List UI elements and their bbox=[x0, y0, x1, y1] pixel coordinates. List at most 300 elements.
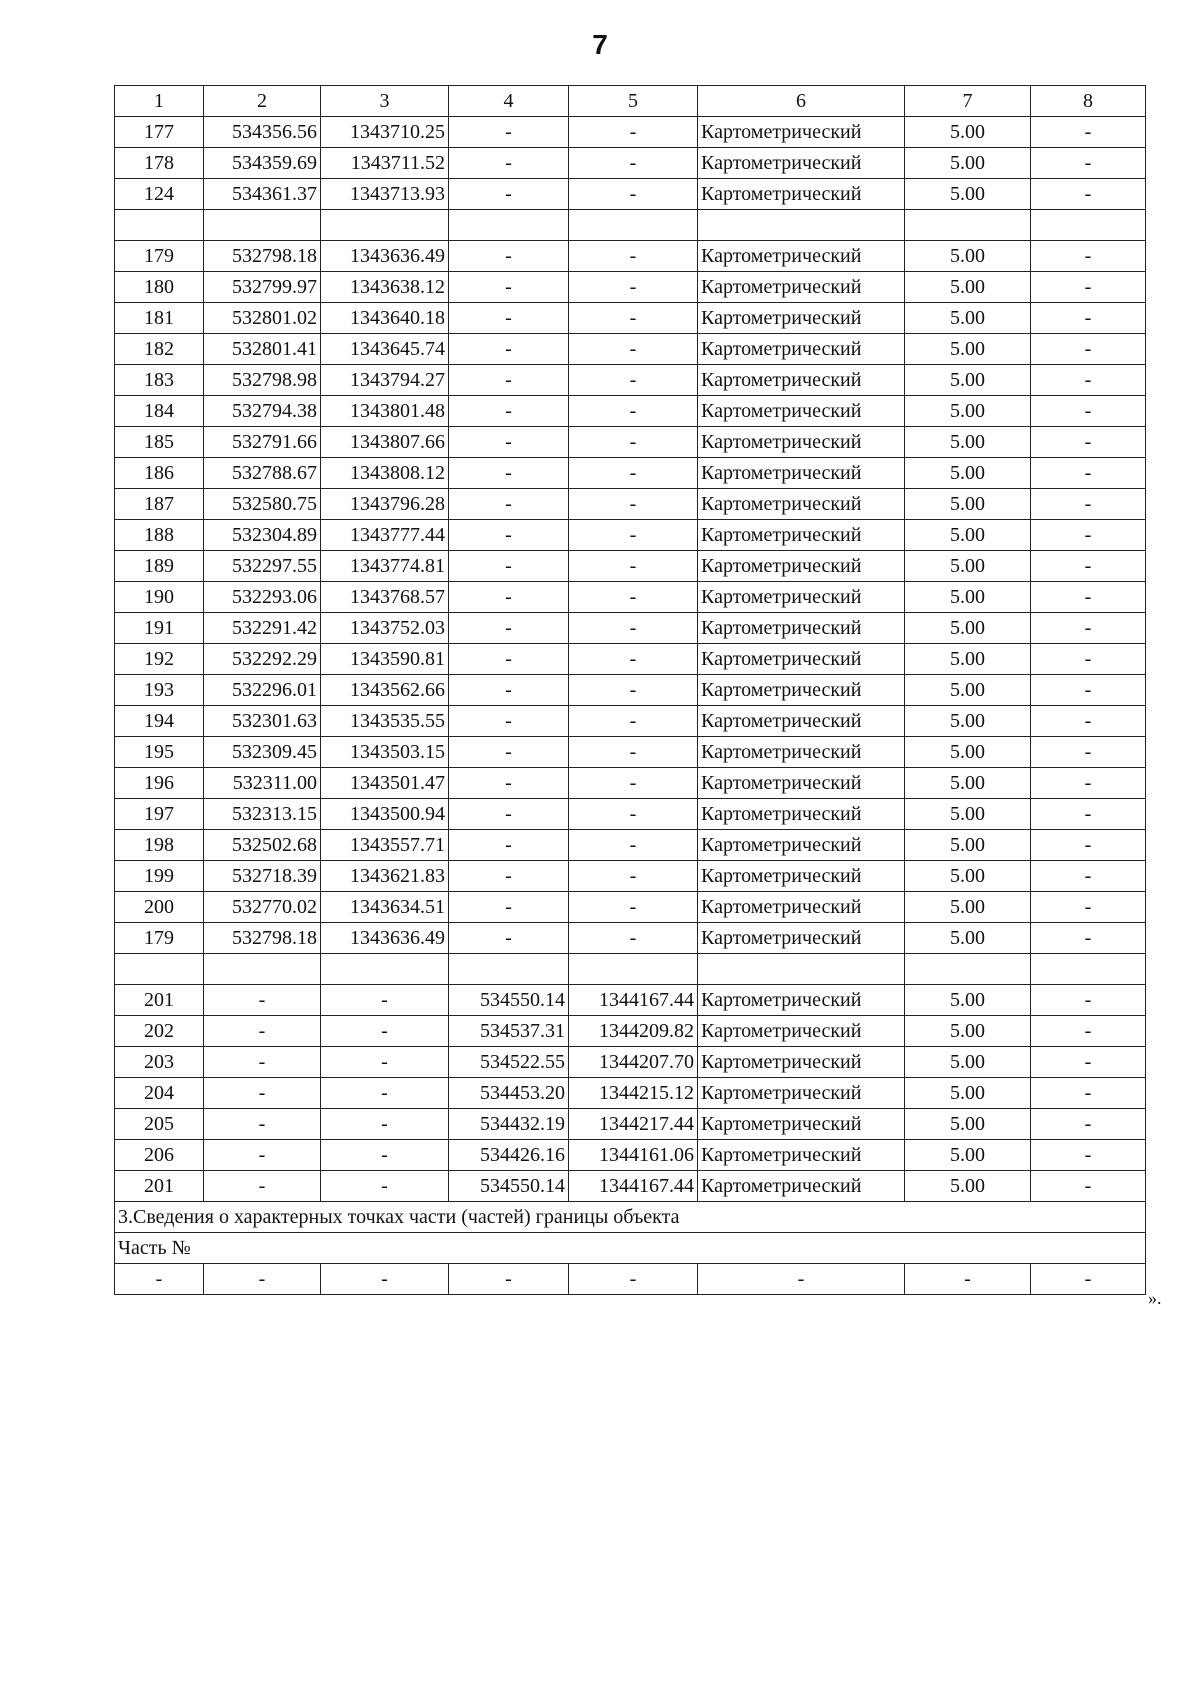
x-new-cell: 534432.19 bbox=[449, 1109, 569, 1140]
x-existing-cell: 532502.68 bbox=[204, 830, 321, 861]
method-cell: Картометрический bbox=[698, 923, 905, 954]
accuracy-cell: 5.00 bbox=[905, 1047, 1031, 1078]
y-existing-cell: 1343801.48 bbox=[321, 396, 449, 427]
x-existing-cell: 534356.56 bbox=[204, 117, 321, 148]
accuracy-cell: 5.00 bbox=[905, 241, 1031, 272]
point-number-cell: 186 bbox=[115, 458, 204, 489]
description-cell: - bbox=[1031, 830, 1146, 861]
point-number-cell: 124 bbox=[115, 179, 204, 210]
point-number-cell bbox=[115, 210, 204, 241]
x-new-cell: - bbox=[449, 582, 569, 613]
accuracy-cell: 5.00 bbox=[905, 768, 1031, 799]
description-cell: - bbox=[1031, 334, 1146, 365]
x-new-cell: - bbox=[449, 179, 569, 210]
y-new-cell: - bbox=[569, 117, 698, 148]
table-row bbox=[115, 861, 1146, 892]
accuracy-cell: 5.00 bbox=[905, 303, 1031, 334]
x-existing-cell: 532801.41 bbox=[204, 334, 321, 365]
table-row bbox=[115, 923, 1146, 954]
method-cell: Картометрический bbox=[698, 272, 905, 303]
y-existing-cell: 1343557.71 bbox=[321, 830, 449, 861]
x-existing-cell: - bbox=[204, 1047, 321, 1078]
x-new-cell: - bbox=[449, 830, 569, 861]
y-new-cell: - bbox=[569, 613, 698, 644]
accuracy-cell: 5.00 bbox=[905, 117, 1031, 148]
y-new-cell: - bbox=[569, 644, 698, 675]
description-cell: - bbox=[1031, 179, 1146, 210]
method-cell: Картометрический bbox=[698, 520, 905, 551]
point-number-cell: 181 bbox=[115, 303, 204, 334]
table-row bbox=[115, 179, 1146, 210]
description-cell: - bbox=[1031, 1078, 1146, 1109]
x-new-cell: - bbox=[449, 334, 569, 365]
table-row bbox=[115, 768, 1146, 799]
y-new-cell: - bbox=[569, 458, 698, 489]
accuracy-cell: 5.00 bbox=[905, 1171, 1031, 1202]
y-existing-cell: 1343768.57 bbox=[321, 582, 449, 613]
part-label: Часть № bbox=[115, 1233, 1146, 1264]
method-cell: Картометрический bbox=[698, 179, 905, 210]
table-row bbox=[115, 458, 1146, 489]
y-new-cell: - bbox=[569, 241, 698, 272]
y-existing-cell: 1343590.81 bbox=[321, 644, 449, 675]
table-row bbox=[115, 210, 1146, 241]
method-cell: Картометрический bbox=[698, 148, 905, 179]
table-row bbox=[115, 1140, 1146, 1171]
description-cell: - bbox=[1031, 799, 1146, 830]
point-number-cell: 193 bbox=[115, 675, 204, 706]
y-existing-cell: 1343636.49 bbox=[321, 923, 449, 954]
y-new-cell: - bbox=[569, 272, 698, 303]
y-new-cell: - bbox=[569, 799, 698, 830]
table-row bbox=[115, 489, 1146, 520]
point-number-cell: 191 bbox=[115, 613, 204, 644]
y-new-cell: - bbox=[569, 675, 698, 706]
x-existing-cell: 532293.06 bbox=[204, 582, 321, 613]
table-row bbox=[115, 1171, 1146, 1202]
x-existing-cell: 532718.39 bbox=[204, 861, 321, 892]
y-new-cell: - bbox=[569, 830, 698, 861]
y-new-cell: 1344207.70 bbox=[569, 1047, 698, 1078]
y-new-cell: - bbox=[569, 520, 698, 551]
method-cell: Картометрический bbox=[698, 613, 905, 644]
accuracy-cell: 5.00 bbox=[905, 737, 1031, 768]
x-new-cell: - bbox=[449, 706, 569, 737]
method-cell: Картометрический bbox=[698, 365, 905, 396]
point-number-cell: 199 bbox=[115, 861, 204, 892]
point-number-cell: 179 bbox=[115, 241, 204, 272]
y-existing-cell: 1343713.93 bbox=[321, 179, 449, 210]
accuracy-cell: 5.00 bbox=[905, 489, 1031, 520]
x-existing-cell: 534359.69 bbox=[204, 148, 321, 179]
y-existing-cell: 1343711.52 bbox=[321, 148, 449, 179]
method-cell: Картометрический bbox=[698, 458, 905, 489]
x-new-cell: - bbox=[449, 489, 569, 520]
point-number-cell: 184 bbox=[115, 396, 204, 427]
x-new-cell: - bbox=[449, 272, 569, 303]
y-new-cell: 1344209.82 bbox=[569, 1016, 698, 1047]
y-existing-cell: 1343638.12 bbox=[321, 272, 449, 303]
y-existing-cell: 1343640.18 bbox=[321, 303, 449, 334]
accuracy-cell: 5.00 bbox=[905, 272, 1031, 303]
x-existing-cell: - bbox=[204, 1171, 321, 1202]
y-new-cell bbox=[569, 210, 698, 241]
description-cell: - bbox=[1031, 582, 1146, 613]
table-row bbox=[115, 954, 1146, 985]
point-number-cell: 179 bbox=[115, 923, 204, 954]
point-number-cell: 200 bbox=[115, 892, 204, 923]
y-new-cell: - bbox=[569, 892, 698, 923]
point-number-cell: 183 bbox=[115, 365, 204, 396]
description-cell: - bbox=[1031, 396, 1146, 427]
accuracy-cell: 5.00 bbox=[905, 613, 1031, 644]
method-cell: Картометрический bbox=[698, 861, 905, 892]
description-cell: - bbox=[1031, 768, 1146, 799]
x-existing-cell: 532798.18 bbox=[204, 241, 321, 272]
point-number-cell bbox=[115, 954, 204, 985]
x-new-cell: 534550.14 bbox=[449, 1171, 569, 1202]
x-new-cell: - bbox=[449, 892, 569, 923]
accuracy-cell: 5.00 bbox=[905, 675, 1031, 706]
description-cell: - bbox=[1031, 303, 1146, 334]
table-row bbox=[115, 117, 1146, 148]
x-new-cell: - bbox=[449, 241, 569, 272]
header-cell: 7 bbox=[905, 86, 1031, 117]
header-cell: 3 bbox=[321, 86, 449, 117]
accuracy-cell: 5.00 bbox=[905, 365, 1031, 396]
accuracy-cell: 5.00 bbox=[905, 1140, 1031, 1171]
y-existing-cell: 1343503.15 bbox=[321, 737, 449, 768]
point-number-cell: 182 bbox=[115, 334, 204, 365]
point-number-cell: 180 bbox=[115, 272, 204, 303]
final-cell: - bbox=[1031, 1264, 1146, 1295]
y-existing-cell: 1343794.27 bbox=[321, 365, 449, 396]
x-existing-cell bbox=[204, 954, 321, 985]
x-existing-cell: 532794.38 bbox=[204, 396, 321, 427]
description-cell: - bbox=[1031, 489, 1146, 520]
y-existing-cell: 1343777.44 bbox=[321, 520, 449, 551]
y-new-cell: - bbox=[569, 148, 698, 179]
y-new-cell: - bbox=[569, 303, 698, 334]
x-existing-cell: 532313.15 bbox=[204, 799, 321, 830]
accuracy-cell bbox=[905, 954, 1031, 985]
description-cell: - bbox=[1031, 427, 1146, 458]
y-new-cell: - bbox=[569, 551, 698, 582]
y-existing-cell: - bbox=[321, 1078, 449, 1109]
accuracy-cell: 5.00 bbox=[905, 706, 1031, 737]
final-cell: - bbox=[115, 1264, 204, 1295]
method-cell: Картометрический bbox=[698, 1109, 905, 1140]
x-new-cell: - bbox=[449, 148, 569, 179]
x-existing-cell: 532309.45 bbox=[204, 737, 321, 768]
method-cell: Картометрический bbox=[698, 241, 905, 272]
description-cell: - bbox=[1031, 892, 1146, 923]
x-new-cell: - bbox=[449, 613, 569, 644]
description-cell: - bbox=[1031, 365, 1146, 396]
x-new-cell: - bbox=[449, 861, 569, 892]
point-number-cell: 201 bbox=[115, 1171, 204, 1202]
y-new-cell: - bbox=[569, 861, 698, 892]
point-number-cell: 188 bbox=[115, 520, 204, 551]
accuracy-cell: 5.00 bbox=[905, 830, 1031, 861]
header-cell: 6 bbox=[698, 86, 905, 117]
table-row bbox=[115, 892, 1146, 923]
accuracy-cell: 5.00 bbox=[905, 396, 1031, 427]
description-cell: - bbox=[1031, 1109, 1146, 1140]
x-new-cell bbox=[449, 210, 569, 241]
table-row bbox=[115, 303, 1146, 334]
description-cell: - bbox=[1031, 675, 1146, 706]
method-cell: Картометрический bbox=[698, 427, 905, 458]
boundary-points-table bbox=[114, 85, 1146, 1295]
description-cell: - bbox=[1031, 520, 1146, 551]
y-existing-cell: 1343501.47 bbox=[321, 768, 449, 799]
table-row bbox=[115, 1016, 1146, 1047]
x-existing-cell: 532291.42 bbox=[204, 613, 321, 644]
point-number-cell: 205 bbox=[115, 1109, 204, 1140]
x-new-cell: - bbox=[449, 117, 569, 148]
table-row bbox=[115, 396, 1146, 427]
header-cell: 8 bbox=[1031, 86, 1146, 117]
y-new-cell: 1344161.06 bbox=[569, 1140, 698, 1171]
x-new-cell: - bbox=[449, 303, 569, 334]
y-new-cell: 1344217.44 bbox=[569, 1109, 698, 1140]
method-cell: Картометрический bbox=[698, 675, 905, 706]
description-cell: - bbox=[1031, 737, 1146, 768]
y-new-cell: 1344167.44 bbox=[569, 1171, 698, 1202]
table-row bbox=[115, 1109, 1146, 1140]
y-existing-cell: - bbox=[321, 1047, 449, 1078]
point-number-cell: 197 bbox=[115, 799, 204, 830]
method-cell: Картометрический bbox=[698, 489, 905, 520]
closing-quote-mark: ». bbox=[1148, 1288, 1162, 1308]
y-new-cell: - bbox=[569, 396, 698, 427]
y-new-cell: - bbox=[569, 923, 698, 954]
x-existing-cell: 532311.00 bbox=[204, 768, 321, 799]
y-existing-cell: - bbox=[321, 1140, 449, 1171]
point-number-cell: 177 bbox=[115, 117, 204, 148]
section-title-row bbox=[115, 1202, 1146, 1233]
x-existing-cell: 532292.29 bbox=[204, 644, 321, 675]
x-new-cell: - bbox=[449, 520, 569, 551]
x-new-cell: 534522.55 bbox=[449, 1047, 569, 1078]
header-row bbox=[115, 86, 1146, 117]
y-new-cell bbox=[569, 954, 698, 985]
y-existing-cell bbox=[321, 954, 449, 985]
x-existing-cell: 532799.97 bbox=[204, 272, 321, 303]
x-existing-cell: - bbox=[204, 985, 321, 1016]
x-new-cell: - bbox=[449, 551, 569, 582]
accuracy-cell: 5.00 bbox=[905, 985, 1031, 1016]
point-number-cell: 204 bbox=[115, 1078, 204, 1109]
x-existing-cell: 532304.89 bbox=[204, 520, 321, 551]
y-new-cell: - bbox=[569, 365, 698, 396]
part-label-row bbox=[115, 1233, 1146, 1264]
y-new-cell: - bbox=[569, 737, 698, 768]
x-existing-cell: 532770.02 bbox=[204, 892, 321, 923]
header-cell: 1 bbox=[115, 86, 204, 117]
method-cell: Картометрический bbox=[698, 1140, 905, 1171]
point-number-cell: 198 bbox=[115, 830, 204, 861]
method-cell: Картометрический bbox=[698, 1047, 905, 1078]
x-existing-cell: 532580.75 bbox=[204, 489, 321, 520]
final-cell: - bbox=[321, 1264, 449, 1295]
point-number-cell: 201 bbox=[115, 985, 204, 1016]
table-row bbox=[115, 241, 1146, 272]
x-new-cell: - bbox=[449, 675, 569, 706]
final-cell: - bbox=[449, 1264, 569, 1295]
description-cell: - bbox=[1031, 1016, 1146, 1047]
accuracy-cell: 5.00 bbox=[905, 644, 1031, 675]
x-new-cell: 534550.14 bbox=[449, 985, 569, 1016]
accuracy-cell: 5.00 bbox=[905, 148, 1031, 179]
x-existing-cell: 532798.98 bbox=[204, 365, 321, 396]
description-cell bbox=[1031, 954, 1146, 985]
method-cell: Картометрический bbox=[698, 644, 905, 675]
point-number-cell: 178 bbox=[115, 148, 204, 179]
y-existing-cell: 1343562.66 bbox=[321, 675, 449, 706]
y-new-cell: - bbox=[569, 768, 698, 799]
method-cell: Картометрический bbox=[698, 582, 905, 613]
final-cell: - bbox=[204, 1264, 321, 1295]
y-new-cell: - bbox=[569, 489, 698, 520]
description-cell bbox=[1031, 210, 1146, 241]
y-new-cell: 1344215.12 bbox=[569, 1078, 698, 1109]
method-cell: Картометрический bbox=[698, 892, 905, 923]
table-row bbox=[115, 334, 1146, 365]
y-existing-cell: - bbox=[321, 1171, 449, 1202]
method-cell: Картометрический bbox=[698, 1171, 905, 1202]
accuracy-cell: 5.00 bbox=[905, 427, 1031, 458]
table-row bbox=[115, 427, 1146, 458]
point-number-cell: 187 bbox=[115, 489, 204, 520]
y-existing-cell: 1343710.25 bbox=[321, 117, 449, 148]
y-new-cell: - bbox=[569, 179, 698, 210]
method-cell bbox=[698, 210, 905, 241]
final-cell: - bbox=[905, 1264, 1031, 1295]
description-cell: - bbox=[1031, 1171, 1146, 1202]
description-cell: - bbox=[1031, 117, 1146, 148]
method-cell: Картометрический bbox=[698, 117, 905, 148]
y-existing-cell: 1343774.81 bbox=[321, 551, 449, 582]
x-existing-cell: 532791.66 bbox=[204, 427, 321, 458]
header-cell: 5 bbox=[569, 86, 698, 117]
accuracy-cell: 5.00 bbox=[905, 1078, 1031, 1109]
y-existing-cell: - bbox=[321, 1109, 449, 1140]
method-cell: Картометрический bbox=[698, 334, 905, 365]
accuracy-cell bbox=[905, 210, 1031, 241]
description-cell: - bbox=[1031, 613, 1146, 644]
description-cell: - bbox=[1031, 985, 1146, 1016]
x-new-cell: 534453.20 bbox=[449, 1078, 569, 1109]
table-row bbox=[115, 272, 1146, 303]
final-cell: - bbox=[698, 1264, 905, 1295]
table-row bbox=[115, 799, 1146, 830]
table-footer bbox=[115, 1202, 1146, 1295]
point-number-cell: 203 bbox=[115, 1047, 204, 1078]
y-existing-cell: 1343634.51 bbox=[321, 892, 449, 923]
description-cell: - bbox=[1031, 458, 1146, 489]
y-existing-cell: - bbox=[321, 985, 449, 1016]
method-cell: Картометрический bbox=[698, 303, 905, 334]
accuracy-cell: 5.00 bbox=[905, 1016, 1031, 1047]
x-new-cell: - bbox=[449, 458, 569, 489]
method-cell: Картометрический bbox=[698, 1078, 905, 1109]
point-number-cell: 192 bbox=[115, 644, 204, 675]
x-existing-cell: - bbox=[204, 1016, 321, 1047]
header-cell: 4 bbox=[449, 86, 569, 117]
x-new-cell: - bbox=[449, 799, 569, 830]
accuracy-cell: 5.00 bbox=[905, 861, 1031, 892]
table-row bbox=[115, 148, 1146, 179]
x-existing-cell: 532798.18 bbox=[204, 923, 321, 954]
table-row bbox=[115, 1047, 1146, 1078]
description-cell: - bbox=[1031, 241, 1146, 272]
description-cell: - bbox=[1031, 272, 1146, 303]
method-cell: Картометрический bbox=[698, 396, 905, 427]
table-row bbox=[115, 675, 1146, 706]
x-existing-cell: 534361.37 bbox=[204, 179, 321, 210]
y-new-cell: - bbox=[569, 427, 698, 458]
table-row bbox=[115, 706, 1146, 737]
y-existing-cell: 1343807.66 bbox=[321, 427, 449, 458]
method-cell: Картометрический bbox=[698, 768, 905, 799]
table-row bbox=[115, 1078, 1146, 1109]
x-existing-cell: - bbox=[204, 1109, 321, 1140]
description-cell: - bbox=[1031, 148, 1146, 179]
final-cell: - bbox=[569, 1264, 698, 1295]
table-row bbox=[115, 613, 1146, 644]
table-row bbox=[115, 644, 1146, 675]
section-title: 3.Сведения о характерных точках части (частей) границы объекта bbox=[115, 1202, 1146, 1233]
accuracy-cell: 5.00 bbox=[905, 179, 1031, 210]
y-existing-cell: 1343636.49 bbox=[321, 241, 449, 272]
x-new-cell: - bbox=[449, 768, 569, 799]
table-body bbox=[115, 86, 1146, 1202]
point-number-cell: 202 bbox=[115, 1016, 204, 1047]
point-number-cell: 185 bbox=[115, 427, 204, 458]
accuracy-cell: 5.00 bbox=[905, 799, 1031, 830]
x-existing-cell: 532296.01 bbox=[204, 675, 321, 706]
table-row bbox=[115, 582, 1146, 613]
table-row bbox=[115, 551, 1146, 582]
x-new-cell: 534537.31 bbox=[449, 1016, 569, 1047]
description-cell: - bbox=[1031, 551, 1146, 582]
y-new-cell: - bbox=[569, 706, 698, 737]
accuracy-cell: 5.00 bbox=[905, 520, 1031, 551]
description-cell: - bbox=[1031, 923, 1146, 954]
y-existing-cell: 1343645.74 bbox=[321, 334, 449, 365]
accuracy-cell: 5.00 bbox=[905, 458, 1031, 489]
table-row bbox=[115, 830, 1146, 861]
accuracy-cell: 5.00 bbox=[905, 1109, 1031, 1140]
x-new-cell: 534426.16 bbox=[449, 1140, 569, 1171]
y-existing-cell: 1343796.28 bbox=[321, 489, 449, 520]
point-number-cell: 195 bbox=[115, 737, 204, 768]
method-cell: Картометрический bbox=[698, 706, 905, 737]
method-cell bbox=[698, 954, 905, 985]
x-new-cell: - bbox=[449, 365, 569, 396]
page-number: 7 bbox=[592, 29, 608, 60]
y-existing-cell: 1343500.94 bbox=[321, 799, 449, 830]
method-cell: Картометрический bbox=[698, 551, 905, 582]
accuracy-cell: 5.00 bbox=[905, 923, 1031, 954]
table-row bbox=[115, 520, 1146, 551]
x-existing-cell: 532788.67 bbox=[204, 458, 321, 489]
point-number-cell: 189 bbox=[115, 551, 204, 582]
x-existing-cell: - bbox=[204, 1078, 321, 1109]
point-number-cell: 194 bbox=[115, 706, 204, 737]
